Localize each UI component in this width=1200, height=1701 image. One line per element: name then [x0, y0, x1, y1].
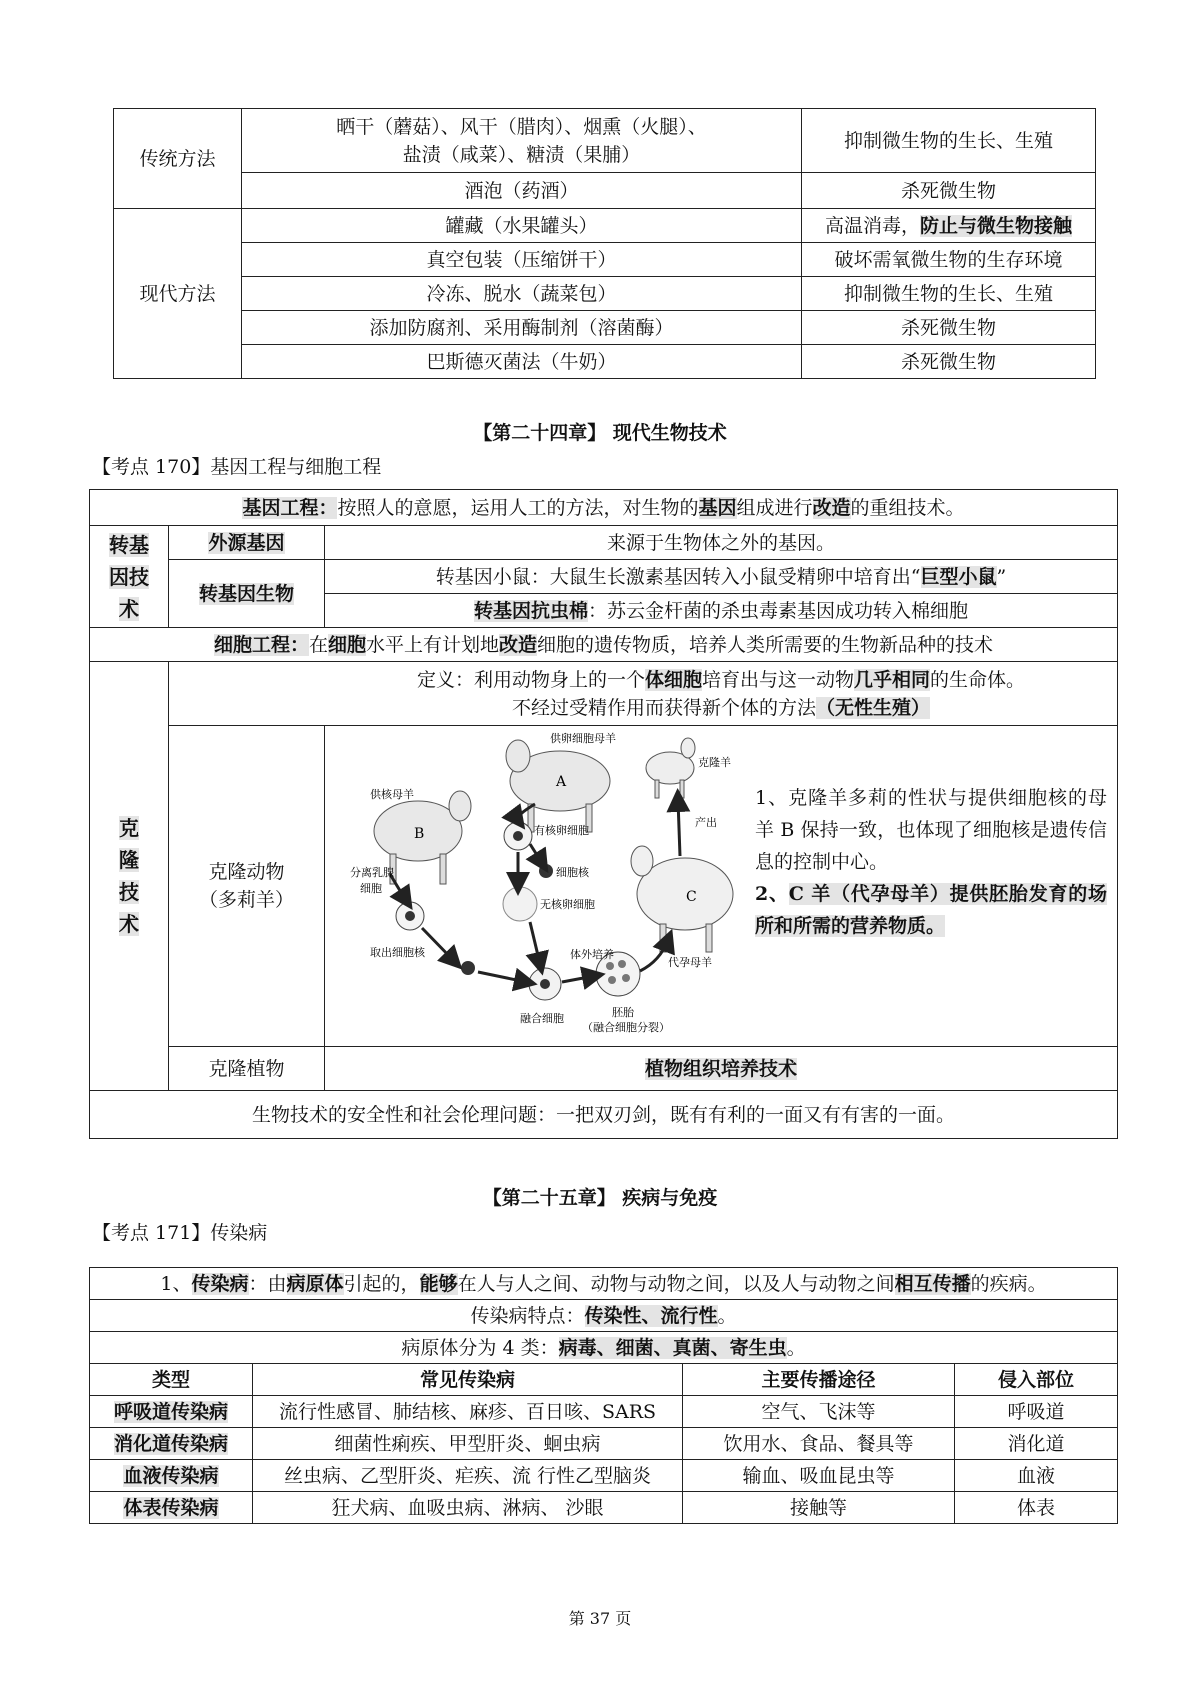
label-clone: 克隆羊: [698, 756, 731, 769]
site-cell: 血液: [955, 1460, 1118, 1492]
donor-nucleus-icon: [461, 961, 475, 975]
foreign-gene-term: 外源基因: [208, 531, 285, 554]
route-cell: 空气、飞沫等: [683, 1396, 955, 1428]
disease-cell: 流行性感冒、肺结核、麻疹、百日咳、SARS: [253, 1396, 683, 1428]
clone-animal-content: [325, 726, 1118, 1047]
clone-plant-label: 克隆植物: [169, 1047, 325, 1091]
clone-lamb-icon: [646, 738, 695, 798]
label-enucleated: 无核卵细胞: [540, 898, 595, 911]
def-key: 传染病: [191, 1272, 249, 1295]
route-cell: 接触等: [683, 1492, 955, 1524]
label-mammary-1: 分离乳腺: [350, 866, 394, 879]
chapter-25-title: 【第二十五章】 疾病与免疫: [482, 1187, 718, 1209]
label-char: 隆: [119, 848, 139, 872]
clone-plant-key: 植物组织培养技术: [645, 1057, 798, 1080]
clone-plant-text: [325, 1047, 1118, 1091]
def-text: 不经过受精作用而获得新个体的方法: [512, 696, 817, 719]
trad-method-cell: 酒泡（药酒）: [242, 173, 802, 209]
cell-eng-text: 细胞的遗传物质，培养人类所需要的生物新品种的技术: [537, 633, 994, 656]
header-row: [90, 1364, 1118, 1396]
def-key: （无性生殖）: [816, 696, 931, 719]
biotech-table: [89, 489, 1118, 1139]
enucleated-egg-icon: [503, 887, 537, 921]
mod-principle-cell: [802, 209, 1096, 243]
cell-eng-text: 在: [308, 633, 328, 656]
note-1: 1、克隆羊多莉的性状与提供细胞核的母羊 B 保持一致，也体现了细胞核是遗传信息的控制中心。: [755, 787, 1107, 873]
note-2: [755, 878, 1107, 942]
table-row: [90, 1492, 1118, 1524]
path-key: 病毒、细菌、真菌、寄生虫: [558, 1336, 787, 1359]
label-mammary-2: 细胞: [360, 882, 382, 895]
trad-method-cell: [242, 109, 802, 173]
type-name: 血液传染病: [123, 1464, 219, 1487]
traditional-method-label: 传统方法: [114, 109, 242, 209]
site-cell: 呼吸道: [955, 1396, 1118, 1428]
label-birth: 产出: [695, 816, 717, 829]
kaodian-170: 【考点 170】基因工程与细胞工程: [92, 456, 382, 478]
mod-method-cell: 添加防腐剂、采用酶制剂（溶菌酶）: [242, 311, 802, 345]
disease-table: [89, 1267, 1118, 1524]
def-text: 的生命体。: [930, 668, 1026, 691]
type-name: 呼吸道传染病: [113, 1400, 228, 1423]
def-key: 几乎相同: [854, 668, 931, 691]
label-nucleus: 细胞核: [556, 866, 589, 879]
type-cell: [90, 1396, 253, 1428]
label-char: 术: [119, 912, 139, 936]
def-text: 的疾病。: [970, 1272, 1047, 1295]
mod-method-cell: 巴斯德灭菌法（牛奶）: [242, 345, 802, 379]
cell-engineering-def: [90, 628, 1118, 662]
foreign-gene-text: 来源于生物体之外的基因。: [325, 526, 1118, 560]
label-a-sheep: 供卵细胞母羊: [550, 732, 616, 745]
gene-eng-text: 的重组技术。: [850, 496, 965, 519]
cell-eng-key: 细胞: [328, 633, 367, 656]
route-cell: 饮用水、食品、餐具等: [683, 1428, 955, 1460]
chapter-24-title: 【第二十四章】 现代生物技术: [473, 422, 727, 444]
header-cell: 侵入部位: [955, 1364, 1118, 1396]
table-row: [90, 1396, 1118, 1428]
def-text: 1、: [160, 1272, 192, 1295]
gene-engineering-def: [90, 490, 1118, 526]
cell-eng-text: 水平上有计划地: [366, 633, 500, 656]
def-text: 定义：利用动物身上的一个: [416, 668, 645, 691]
trad-principle-cell: 杀死微生物: [802, 173, 1096, 209]
gene-eng-text: 组成进行: [736, 496, 813, 519]
type-cell: [90, 1460, 253, 1492]
clone-animal-name: 克隆动物: [208, 861, 285, 883]
note-2-index: 2、: [755, 883, 789, 905]
label-char: 术: [119, 596, 139, 621]
transgenic-organism-term: 转基因生物: [198, 582, 294, 605]
disease-features: [90, 1300, 1118, 1332]
feat-text: 。: [717, 1304, 737, 1327]
type-cell: [90, 1492, 253, 1524]
trad-method-line-2: 盐渍（咸菜）、糖渍（果脯）: [402, 143, 641, 166]
sheep-c-icon: [631, 846, 733, 952]
page-number: 第 37 页: [568, 1609, 632, 1628]
site-cell: 体表: [955, 1492, 1118, 1524]
cell-eng-term: 细胞工程：: [213, 633, 309, 656]
mod-method-cell: 罐藏（水果罐头）: [242, 209, 802, 243]
def-key: 体细胞: [644, 668, 702, 691]
mouse-text: 转基因小鼠：大鼠生长激素基因转入小鼠受精卵中培育出“: [435, 565, 921, 588]
transgenic-tech-label: [90, 526, 169, 628]
disease-definition: [90, 1268, 1118, 1300]
letter-c: C: [686, 889, 697, 905]
mod-principle-cell: 破坏需氧微生物的生存环境: [802, 243, 1096, 277]
mammary-cell-icon: [396, 902, 424, 930]
clone-animal-label: [169, 726, 325, 1047]
def-text: 引起的，: [343, 1272, 420, 1295]
transgenic-cotton-text: [325, 594, 1118, 628]
label-char: 因技: [109, 564, 149, 589]
def-text: 在人与人之间、动物与动物之间，以及人与动物之间: [457, 1272, 895, 1295]
def-key: 能够: [419, 1272, 458, 1295]
transgenic-organism-label: [169, 560, 325, 628]
transgenic-mouse-text: [325, 560, 1118, 594]
gene-eng-key: 改造: [812, 496, 851, 519]
header-cell: 主要传播途径: [683, 1364, 955, 1396]
def-key: 病原体: [286, 1272, 344, 1295]
clone-notes: [755, 782, 1107, 942]
clone-animal-example: （多莉羊）: [198, 889, 294, 911]
foreign-gene-label: [169, 526, 325, 560]
table-row: [90, 1460, 1118, 1492]
trad-principle-cell: 抑制微生物的生长、生殖: [802, 109, 1096, 173]
type-name: 体表传染病: [123, 1496, 219, 1519]
label-embryo-1: 胚胎: [612, 1006, 634, 1019]
feat-text: 传染病特点：: [470, 1304, 585, 1327]
mouse-key: 巨型小鼠: [920, 565, 997, 588]
cloning-tech-label: [90, 662, 169, 1091]
type-name: 消化道传染病: [113, 1432, 228, 1455]
modern-method-label: 现代方法: [114, 209, 242, 379]
ethics-row: 生物技术的安全性和社会伦理问题：一把双刃剑，既有有利的一面又有有害的一面。: [90, 1091, 1118, 1139]
mod-principle-cell: 杀死微生物: [802, 311, 1096, 345]
mouse-text: ”: [996, 565, 1007, 588]
label-take-nucleus: 取出细胞核: [370, 946, 425, 959]
label-char: 技: [119, 880, 139, 904]
preservation-table: [113, 108, 1096, 379]
disease-cell: 狂犬病、血吸虫病、淋病、 沙眼: [253, 1492, 683, 1524]
label-char: 克: [119, 816, 139, 840]
mod-method-cell: 真空包装（压缩饼干）: [242, 243, 802, 277]
letter-a: A: [556, 774, 567, 790]
dolly-cloning-diagram: [350, 726, 750, 1044]
gene-eng-text: 按照人的意愿，运用人工的方法，对生物的: [337, 496, 699, 519]
egg-cell-icon: [504, 822, 532, 850]
path-text: 。: [786, 1336, 806, 1359]
label-fused: 融合细胞: [520, 1012, 564, 1025]
note-2-text: C 羊（代孕母羊）提供胚胎发育的场所和所需的营养物质。: [755, 883, 1107, 937]
label-surrogate: 代孕母羊: [668, 956, 712, 969]
cloning-definition: [169, 662, 1118, 726]
label-b-sheep: 供核母羊: [370, 788, 414, 801]
nucleus-icon: [539, 864, 553, 878]
table-row: [90, 1428, 1118, 1460]
route-cell: 输血、吸血昆虫等: [683, 1460, 955, 1492]
label-char: 转基: [109, 532, 149, 557]
label-egg: 有核卵细胞: [534, 824, 589, 837]
type-cell: [90, 1428, 253, 1460]
gene-eng-key: 基因: [698, 496, 737, 519]
fused-cell-icon: [529, 968, 561, 1000]
principle-text: 高温消毒，: [824, 214, 920, 237]
site-cell: 消化道: [955, 1428, 1118, 1460]
disease-cell: 细菌性痢疾、甲型肝炎、蛔虫病: [253, 1428, 683, 1460]
letter-b: B: [414, 826, 425, 842]
def-text: 培育出与这一动物: [702, 668, 855, 691]
gene-eng-term: 基因工程：: [242, 496, 338, 519]
mod-principle-cell: 抑制微生物的生长、生殖: [802, 277, 1096, 311]
feat-key: 传染性、流行性: [584, 1304, 718, 1327]
kaodian-171: 【考点 171】传染病: [92, 1222, 268, 1244]
pathogen-types: [90, 1332, 1118, 1364]
label-embryo-2: （融合细胞分裂）: [582, 1021, 670, 1034]
path-text: 病原体分为 4 类：: [401, 1336, 559, 1359]
trad-method-line-1: 晒干（蘑菇）、风干（腊肉）、烟熏（火腿）、: [336, 115, 707, 138]
header-cell: 类型: [90, 1364, 253, 1396]
def-text: ：由: [248, 1272, 287, 1295]
mod-principle-cell: 杀死微生物: [802, 345, 1096, 379]
mod-method-cell: 冷冻、脱水（蔬菜包）: [242, 277, 802, 311]
principle-highlight: 防止与微生物接触: [920, 214, 1073, 237]
label-culture: 体外培养: [570, 948, 614, 961]
cotton-key: 转基因抗虫棉: [474, 599, 589, 622]
def-key: 相互传播: [894, 1272, 971, 1295]
disease-cell: 丝虫病、乙型肝炎、疟疾、流 行性乙型脑炎: [253, 1460, 683, 1492]
cotton-text: ：苏云金杆菌的杀虫毒素基因成功转入棉细胞: [588, 599, 969, 622]
header-cell: 常见传染病: [253, 1364, 683, 1396]
cell-eng-key: 改造: [499, 633, 538, 656]
